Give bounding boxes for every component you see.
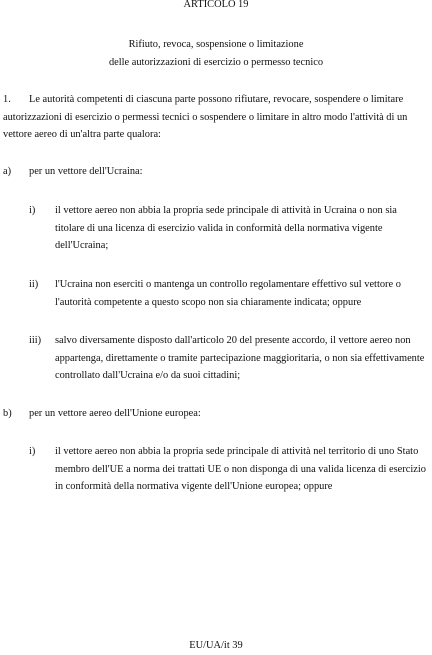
article-title: ARTICOLO 19 (183, 0, 249, 10)
item-b-sub-i-label: i) (29, 446, 36, 457)
item-a-label: a) (3, 166, 12, 177)
paragraph-1-text: Le autorità competenti di ciascuna parte possono rifiutare, revocare, sospendere o limitare autorizzazioni di esercizio o permessi tecnici o sospendere o limitare in altro modo l'attività di un vettore aereo di un'altra parte qualora: (3, 94, 408, 141)
item-a-sub-ii-text: l'Ucraina non eserciti o mantenga un controllo regolamentare effettivo sul vettore o l'autorità competente a questo scopo non sia chiaramente indicata; oppure (55, 279, 401, 308)
item-a-sub-i-text: il vettore aereo non abbia la propria sede principale di attività in Ucraina o non sia titolare di una licenza di esercizio valida in conformità della normativa vigente dell'Ucraina; (55, 205, 397, 252)
item-a-text: per un vettore dell'Ucraina: (29, 166, 143, 177)
item-b-label: b) (3, 408, 12, 419)
item-a-sub-i-label: i) (29, 205, 36, 216)
paragraph-1-number: 1. (3, 94, 11, 105)
article-subtitle-line-1: Rifiuto, revoca, sospensione o limitazione (128, 39, 304, 50)
article-subtitle-line-2: delle autorizzazioni di esercizio o permesso tecnico (108, 57, 324, 68)
item-b-text: per un vettore aereo dell'Unione europea: (29, 408, 201, 419)
item-a-sub-iii-text: salvo diversamente disposto dall'articolo 20 del presente accordo, il vettore aereo non appartenga, direttamente o tramite partecipazione maggioritaria, o non sia effettivamente controllato dall'Ucraina e/o da suoi cittadini; (55, 335, 425, 382)
item-a-sub-ii-label: ii) (29, 279, 39, 290)
page-footer-code: EU/UA/it 39 (189, 640, 243, 651)
item-b-sub-i-text: il vettore aereo non abbia la propria sede principale di attività nel territorio di uno Stato membro dell'UE a norma dei trattati UE o non disponga di una valida licenza di esercizio in conformità della normativa vigente dell'Unione europea; oppure (55, 446, 426, 493)
item-a-sub-iii-label: iii) (29, 335, 42, 346)
